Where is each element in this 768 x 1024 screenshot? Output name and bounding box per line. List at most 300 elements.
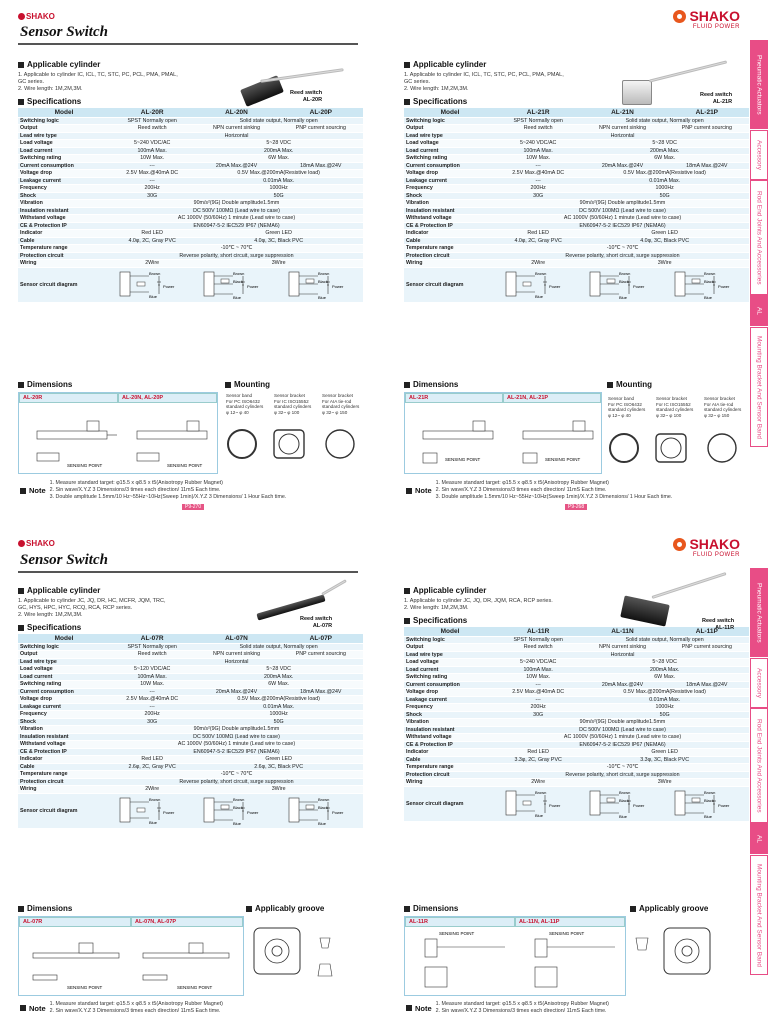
spec-label: Current consumption — [18, 162, 110, 170]
spec-value: 100mA Max. — [110, 673, 194, 681]
spec-value: SPST Normally open — [110, 117, 194, 125]
model-name: AL-11P — [665, 627, 749, 636]
wire-label-brown: Brown — [233, 270, 245, 276]
spec-row — [18, 140, 363, 148]
spec-row — [404, 651, 749, 659]
mounting-col-2: Sensor bracket For IC ISO15552 standard cylinders φ 32~ φ 100 — [656, 396, 694, 418]
spec-row — [404, 252, 749, 260]
spec-value: 200mA Max. — [580, 147, 749, 155]
spec-value: 1000Hz — [580, 185, 749, 193]
spec-row — [18, 711, 363, 719]
circuit-diagram-icon — [672, 268, 742, 300]
spec-label: Voltage drop — [404, 170, 496, 178]
spec-label: Insulation resistant — [18, 733, 110, 741]
wire-label-brown: Brown — [703, 789, 716, 795]
spec-value: Green LED — [580, 230, 749, 238]
circuit-diagram — [580, 786, 664, 821]
applicable-heading: Applicable cylinder — [404, 586, 749, 595]
spec-value: 4.0φ, 2C, Gray PVC — [496, 237, 580, 245]
spec-value: NPN current sinking — [194, 125, 278, 133]
spec-value: 50G — [194, 192, 363, 200]
catalog-page-bottom — [0, 524, 768, 1024]
model-name: AL-07P — [279, 634, 363, 643]
spec-label: Protection circuit — [404, 771, 496, 779]
dimension-drawing — [18, 916, 244, 996]
spec-row — [404, 726, 749, 734]
mounting-heading: Mounting — [607, 380, 652, 389]
spec-value: AC 1000V (50/60Hz) 1 minute (Lead wire to case) — [496, 215, 749, 223]
spec-value: DC 500V 100MΩ (Lead wire to case) — [496, 726, 749, 734]
spec-row — [404, 689, 749, 697]
spec-value: Horizontal — [110, 132, 363, 140]
spec-value: 30G — [110, 192, 194, 200]
spec-label: Withstand voltage — [404, 215, 496, 223]
note-label: Note — [406, 1001, 432, 1015]
note-line: 2. Sin wave/X.Y.Z 3 Dimensions/3 times each direction/ 11mS Each time. — [435, 1008, 607, 1014]
spec-value: Red LED — [496, 230, 580, 238]
side-tab-accessory[interactable]: Accessory — [750, 658, 768, 708]
spec-label: Sensor circuit diagram — [404, 267, 496, 302]
spec-value: 200mA Max. — [194, 673, 363, 681]
spec-label: Switching rating — [404, 155, 496, 163]
spec-value: 0.5V Max.@200mA(Resistive load) — [194, 170, 363, 178]
spec-row — [404, 117, 749, 125]
spec-label: Load current — [18, 147, 110, 155]
model-name: AL-21R — [496, 108, 580, 117]
spec-heading: Specifications — [404, 616, 749, 625]
spec-label: Output — [18, 651, 110, 659]
dimensions-heading: Dimensions — [18, 380, 72, 389]
spec-value: DC 500V 100MΩ (Lead wire to case) — [496, 207, 749, 215]
spec-row — [18, 651, 363, 659]
logo-icon — [673, 10, 686, 23]
sensing-point-label: SENSING POINT — [445, 457, 481, 462]
circuit-diagram — [194, 267, 278, 302]
spec-value: AC 1000V (50/60Hz) 1 minute (Lead wire to case) — [110, 741, 363, 749]
spec-label: Load voltage — [18, 666, 110, 674]
spec-label: Switching rating — [404, 674, 496, 682]
spec-row — [18, 147, 363, 155]
power-label: Power — [633, 283, 645, 289]
note-line: 2. Sin wave/X.Y.Z 3 Dimensions/3 times each direction/ 11mS Each time. — [435, 487, 607, 493]
product-block-al21 — [404, 60, 749, 303]
spec-label: Cable — [404, 237, 496, 245]
wire-label-black: Black — [703, 797, 714, 803]
spec-label: Load current — [404, 147, 496, 155]
spec-label: Lead wire type — [404, 651, 496, 659]
spec-row — [404, 245, 749, 253]
model-name: AL-07N — [194, 634, 278, 643]
spec-label: Indicator — [18, 756, 110, 764]
spec-row — [18, 681, 363, 689]
mounting-col-2: Sensor bracket For IC ISO15552 standard cylinders φ 32~ φ 100 — [274, 393, 312, 415]
side-tab-al[interactable]: AL — [750, 295, 768, 327]
shako-logo-small: SHAKO — [18, 12, 55, 21]
spec-value: Green LED — [194, 230, 363, 238]
spec-label: Vibration — [18, 200, 110, 208]
spec-label: Load current — [18, 673, 110, 681]
spec-row — [404, 162, 749, 170]
spec-value: NPN current sinking — [194, 651, 278, 659]
wire-label-blue: Blue — [317, 820, 326, 826]
spec-row — [404, 741, 749, 749]
applicable-heading: Applicable cylinder — [18, 60, 363, 69]
dimension-diagram — [19, 927, 243, 995]
spec-row — [404, 200, 749, 208]
spec-row — [404, 215, 749, 223]
dim-tab: AL-21N, AL-21P — [503, 393, 601, 403]
sensing-point-label: SENSING POINT — [545, 457, 581, 462]
spec-label: CE & Protection IP — [18, 748, 110, 756]
power-label: Power — [247, 283, 259, 289]
spec-value: DC 500V 100MΩ (Lead wire to case) — [110, 733, 363, 741]
spec-row — [18, 673, 363, 681]
wire-label-blue: Blue — [619, 294, 628, 300]
spec-value: --- — [496, 177, 580, 185]
spec-value: --- — [496, 162, 580, 170]
circuit-diagram-icon — [201, 794, 271, 826]
spec-value: 6W Max. — [580, 674, 749, 682]
model-name: AL-11R — [496, 627, 580, 636]
spec-label: CE & Protection IP — [404, 741, 496, 749]
spec-row — [404, 681, 749, 689]
spec-row — [404, 177, 749, 185]
spec-value: Solid state output, Normally open — [580, 117, 749, 125]
wire-label-black: Black — [703, 278, 714, 284]
spec-label: Frequency — [404, 704, 496, 712]
spec-table — [18, 634, 363, 829]
note-block — [406, 1001, 609, 1015]
side-tab-accessory[interactable]: Accessory — [750, 130, 768, 180]
spec-row — [18, 748, 363, 756]
spec-value: 30G — [496, 192, 580, 200]
wire-label-brown: Brown — [317, 796, 330, 802]
spec-header-model: Model — [18, 108, 110, 117]
shako-logo-small: SHAKO — [18, 539, 55, 548]
spec-value: 2.5V Max.@40mA DC — [110, 696, 194, 704]
spec-value: 90m/s²(9G) Double amplitude1.5mm — [110, 726, 363, 734]
power-label: Power — [717, 283, 730, 289]
spec-value: AC 1000V (50/60Hz) 1 minute (Lead wire to case) — [496, 734, 749, 742]
spec-value: 200mA Max. — [580, 666, 749, 674]
wire-label-blue: Blue — [149, 293, 158, 299]
spec-label: Protection circuit — [18, 252, 110, 260]
spec-value: Red LED — [496, 749, 580, 757]
applicable-text: 1. Applicable to cylinder IC, ICL, TC, STC, PC, PCL, PMA, PMAL, GC series. 2. Wire length: 1M,2M,3M. — [404, 72, 564, 92]
spec-label: CE & Protection IP — [18, 222, 110, 230]
product-label: Reed switch AL-21R — [700, 92, 733, 105]
spec-value: 1000Hz — [194, 185, 363, 193]
spec-label: Wiring — [18, 260, 110, 268]
spec-value: Reed switch — [496, 644, 580, 652]
spec-label: Insulation resistant — [404, 726, 496, 734]
spec-value: 4.0φ, 3C, Black PVC — [194, 237, 363, 245]
spec-label: Shock — [404, 711, 496, 719]
model-name: AL-20R — [110, 108, 194, 117]
spec-value: 3.3φ, 2C, Gray PVC — [496, 756, 580, 764]
shako-logo-big: SHAKO FLUID POWER — [673, 8, 740, 30]
dimensions-heading: Dimensions — [18, 904, 72, 913]
circuit-diagram — [580, 267, 664, 302]
spec-header-model: Model — [18, 634, 110, 643]
spec-value: 200Hz — [496, 704, 580, 712]
spec-label: Sensor circuit diagram — [18, 267, 110, 302]
spec-value: 100mA Max. — [496, 666, 580, 674]
dimensions-heading: Dimensions — [404, 904, 458, 913]
spec-row — [404, 140, 749, 148]
spec-label: Switching rating — [18, 681, 110, 689]
spec-row — [404, 779, 749, 787]
shako-logo-big: SHAKO FLUID POWER — [673, 536, 740, 558]
spec-row — [18, 726, 363, 734]
spec-value: Reed switch — [110, 651, 194, 659]
wire-label-brown: Brown — [703, 270, 716, 276]
side-tab-mounting[interactable]: Mounting Bracket And Sensor Band — [750, 855, 768, 975]
note-line: 1. Measure standard target: φ15.5 x φ8.5 x t5(Anisotropy Rubber Magnet) — [435, 480, 609, 486]
spec-label: Output — [404, 125, 496, 133]
wire-label-brown: Brown — [619, 270, 631, 276]
power-label: Power — [331, 809, 344, 815]
circuit-diagram-icon — [587, 268, 657, 300]
wire-label-brown: Brown — [535, 270, 547, 276]
note-block — [20, 480, 286, 501]
spec-value: Solid state output, Normally open — [194, 117, 363, 125]
logo-icon — [18, 540, 25, 547]
wire-label-black: Black — [233, 804, 244, 810]
wire-label-blue: Blue — [535, 812, 544, 818]
spec-label: Load voltage — [404, 140, 496, 148]
spec-row — [404, 132, 749, 140]
circuit-diagram — [194, 793, 278, 828]
spec-row — [18, 155, 363, 163]
dimension-drawing — [404, 916, 626, 996]
spec-value: 30G — [110, 718, 194, 726]
wire-label-blue: Blue — [149, 819, 158, 825]
spec-row — [18, 666, 363, 674]
spec-row — [18, 245, 363, 253]
dimension-drawing — [404, 392, 602, 474]
spec-value: 30G — [496, 711, 580, 719]
spec-value: --- — [110, 688, 194, 696]
spec-row — [18, 170, 363, 178]
dimension-drawing — [18, 392, 218, 474]
mounting-col-1: Sensor band For PC ISO6432 standard cylinders φ 12~ φ 40 — [226, 393, 264, 415]
logo-icon — [673, 538, 686, 551]
spec-row — [18, 733, 363, 741]
circuit-diagram-icon — [503, 268, 573, 300]
title-rule — [18, 43, 358, 45]
spec-value: 200Hz — [496, 185, 580, 193]
spec-label: Cable — [404, 756, 496, 764]
note-line: 1. Measure standard target: φ15.5 x φ8.5 x t5(Anisotropy Rubber Magnet) — [49, 1001, 223, 1007]
spec-value: 200Hz — [110, 711, 194, 719]
spec-row — [18, 688, 363, 696]
spec-row — [18, 192, 363, 200]
spec-value: 10W Max. — [110, 681, 194, 689]
spec-row — [404, 237, 749, 245]
dim-tab: AL-11R — [405, 917, 515, 927]
spec-row — [404, 170, 749, 178]
wire-label-brown: Brown — [317, 270, 330, 276]
spec-value: 5~240 VDC/AC — [496, 659, 580, 667]
spec-value: 3Wire — [580, 260, 749, 268]
sensing-point-label: SENSING POINT — [549, 931, 585, 936]
spec-value: 0.5V Max.@200mA(Resistive load) — [580, 170, 749, 178]
spec-row — [18, 778, 363, 786]
wire-label-blue: Blue — [703, 294, 712, 300]
spec-value: --- — [496, 681, 580, 689]
spec-label: Wiring — [18, 786, 110, 794]
circuit-diagram — [279, 267, 363, 302]
wire-label-brown: Brown — [535, 789, 547, 795]
spec-value: 50G — [580, 192, 749, 200]
applicable-text: 1. Applicable to cylinder JC, JQ, DR, HC, MCFR, JQM, TRC, GC, HYS, HPC, HYC, RCQ, RCA, RCP series. 2. Wire length: 1M,2M,3M. — [18, 598, 166, 618]
spec-value: SPST Normally open — [110, 643, 194, 651]
spec-label: Wiring — [404, 779, 496, 787]
wire-label-black: Black — [619, 797, 630, 803]
model-name: AL-07R — [110, 634, 194, 643]
spec-value: 10W Max. — [110, 155, 194, 163]
page-number: P9-268 — [565, 504, 587, 510]
spec-label: Protection circuit — [404, 252, 496, 260]
spec-label: Load current — [404, 666, 496, 674]
page-title: Sensor Switch — [20, 24, 108, 40]
spec-label: Protection circuit — [18, 778, 110, 786]
spec-label: Output — [404, 644, 496, 652]
spec-row — [404, 711, 749, 719]
spec-row — [404, 147, 749, 155]
spec-value: 20mA Max.@24V — [580, 681, 664, 689]
spec-row — [18, 200, 363, 208]
product-label: Reed switch AL-11R — [702, 618, 735, 631]
side-tab-mounting[interactable]: Mounting Bracket And Sensor Band — [750, 327, 768, 447]
spec-value: 2.6φ, 3C, Black PVC — [194, 763, 363, 771]
spec-row — [404, 207, 749, 215]
spec-value: Green LED — [580, 749, 749, 757]
spec-heading: Specifications — [18, 97, 363, 106]
circuit-diagram — [665, 786, 749, 821]
title-rule — [18, 571, 358, 573]
spec-row — [18, 215, 363, 223]
spec-value: -10℃ ~ 70℃ — [110, 245, 363, 253]
spec-value: 90m/s²(9G) Double amplitude1.5mm — [496, 719, 749, 727]
spec-label: Lead wire type — [404, 132, 496, 140]
spec-label: Lead wire type — [18, 132, 110, 140]
spec-label: Temperature range — [18, 771, 110, 779]
spec-value: Reverse polarity, short circuit, surge suppression — [110, 778, 363, 786]
spec-value: -10℃ ~ 70℃ — [496, 764, 749, 772]
spec-label: Switching logic — [18, 117, 110, 125]
spec-row — [404, 155, 749, 163]
spec-label: Current consumption — [18, 688, 110, 696]
spec-value: 0.5V Max.@200mA(Resistive load) — [580, 689, 749, 697]
wire-label-brown: Brown — [149, 796, 161, 802]
note-line: 1. Measure standard target: φ15.5 x φ8.5 x t5(Anisotropy Rubber Magnet) — [49, 480, 223, 486]
circuit-diagram-icon — [117, 794, 187, 826]
spec-value: --- — [110, 703, 194, 711]
spec-row — [18, 718, 363, 726]
spec-label: Indicator — [18, 230, 110, 238]
groove-diagram — [250, 918, 355, 994]
side-tab-rod-end[interactable]: Rod End Joints And Accessories — [750, 180, 768, 295]
spec-label: Output — [18, 125, 110, 133]
page-title: Sensor Switch — [20, 552, 108, 568]
spec-row — [404, 192, 749, 200]
dim-tab: AL-20N, AL-20P — [118, 393, 217, 403]
spec-value: EN60947-5-2 IEC529 IP67 (NEMA6) — [110, 222, 363, 230]
product-image — [622, 80, 652, 105]
spec-row — [18, 260, 363, 268]
spec-value: 4.0φ, 3C, Black PVC — [580, 237, 749, 245]
applicable-text: 1. Applicable to cylinder IC, ICL, TC, STC, PC, PCL, PMA, PMAL, GC series. 2. Wire length: 1M,2M,3M. — [18, 72, 178, 92]
spec-value: 2Wire — [110, 786, 194, 794]
spec-value: 18mA Max.@24V — [665, 681, 749, 689]
spec-value: Reed switch — [496, 125, 580, 133]
spec-row — [18, 177, 363, 185]
sensing-point-label: SENSING POINT — [439, 931, 475, 936]
sensing-point-label: SENSING POINT — [167, 463, 203, 468]
wire-label-black: Black — [619, 278, 630, 284]
wire-label-blue: Blue — [535, 293, 544, 299]
spec-value: 90m/s²(9G) Double amplitude1.5mm — [110, 200, 363, 208]
dimension-diagram — [405, 403, 601, 473]
spec-row — [404, 260, 749, 268]
note-line: 2. Sin wave/X.Y.Z 3 Dimensions/3 times each direction/ 11mS Each time. — [49, 487, 221, 493]
circuit-diagram-icon — [587, 787, 657, 819]
circuit-diagram — [110, 267, 194, 302]
circuit-diagram-icon — [286, 268, 356, 300]
circuit-diagram-icon — [286, 794, 356, 826]
side-tab-al[interactable]: AL — [750, 823, 768, 855]
spec-label: Vibration — [404, 719, 496, 727]
spec-header-row — [404, 627, 749, 636]
circuit-diagram — [496, 786, 580, 821]
spec-value: Reed switch — [110, 125, 194, 133]
spec-row — [18, 741, 363, 749]
spec-value: SPST Normally open — [496, 117, 580, 125]
side-tab-actuators[interactable]: Pneumatic Actuators — [750, 568, 768, 658]
spec-row-circuit — [404, 267, 749, 302]
circuit-diagram — [496, 267, 580, 302]
spec-value: 0.01mA Max. — [580, 696, 749, 704]
spec-value: 3Wire — [194, 260, 363, 268]
spec-value: 18mA Max.@24V — [665, 162, 749, 170]
spec-value: Horizontal — [496, 132, 749, 140]
side-tab-rod-end[interactable]: Rod End Joints And Accessories — [750, 708, 768, 823]
spec-row — [18, 162, 363, 170]
spec-value: 5~120 VDC/AC — [110, 666, 194, 674]
spec-row — [18, 763, 363, 771]
spec-value: 5~28 VDC — [580, 659, 749, 667]
spec-value: 200mA Max. — [194, 147, 363, 155]
spec-value: 18mA Max.@24V — [279, 688, 363, 696]
circuit-diagram-icon — [503, 787, 573, 819]
spec-label: Shock — [18, 192, 110, 200]
spec-row — [18, 252, 363, 260]
spec-value: 90m/s²(9G) Double amplitude1.5mm — [496, 200, 749, 208]
spec-value: 2.5V Max.@40mA DC — [496, 170, 580, 178]
spec-label: Shock — [18, 718, 110, 726]
wire-label-black: Black — [317, 804, 328, 810]
spec-value: Reverse polarity, short circuit, surge suppression — [496, 771, 749, 779]
groove-heading: Applicably groove — [246, 904, 324, 913]
mounting-col-1: Sensor band For PC ISO6432 standard cylinders φ 12~ φ 40 — [608, 396, 646, 418]
spec-label: Withstand voltage — [18, 741, 110, 749]
spec-row — [404, 659, 749, 667]
side-tab-actuators[interactable]: Pneumatic Actuators — [750, 40, 768, 130]
spec-value: --- — [496, 696, 580, 704]
mounting-col-3: Sensor bracket For AIA tie-rod standard cylinders φ 32~ φ 150 — [322, 393, 360, 415]
